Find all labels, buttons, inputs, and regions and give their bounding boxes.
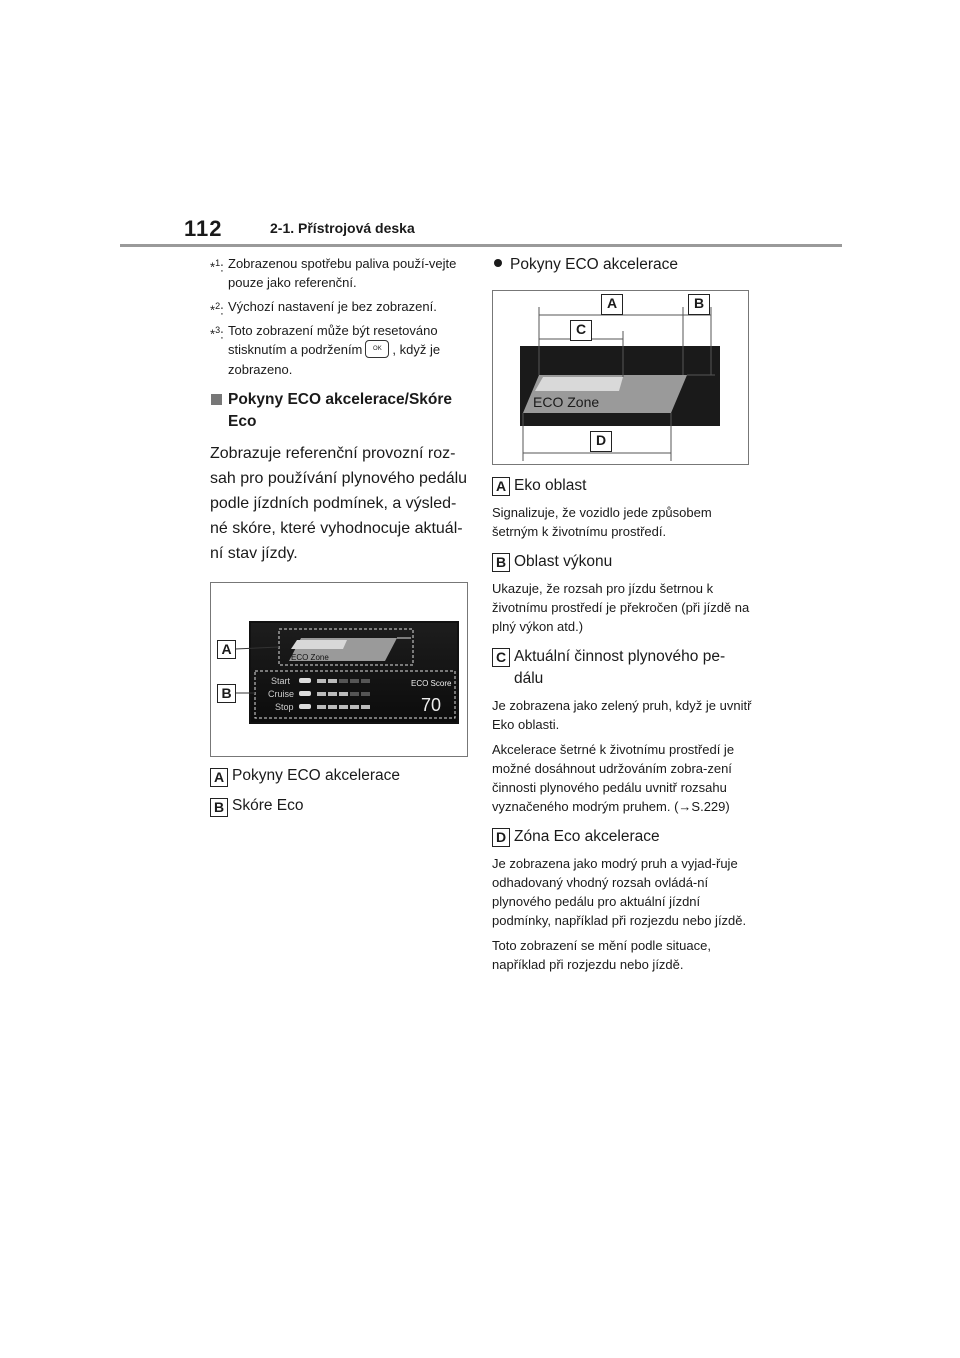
eco-display-illustration xyxy=(211,583,467,756)
footnote-text: Zobrazenou spotřebu paliva použí-vejte pouze jako referenční. xyxy=(228,256,457,290)
footnote-2: *$^2$: Výchozí nastavení je bez zobrazení. xyxy=(210,299,437,318)
bullet-dot-icon xyxy=(494,259,502,267)
footnote-1: *$^1$: Zobrazenou spotřebu paliva použí-vejte pouze jako referenční. xyxy=(210,256,457,290)
callout-b: B xyxy=(217,684,236,703)
footnote-text: , když je zobrazeno. xyxy=(228,342,441,377)
callout-d: D xyxy=(590,431,612,452)
left-column xyxy=(210,254,470,817)
eco-zone-label: ECO Zone xyxy=(291,652,329,662)
callout-a: A xyxy=(217,640,236,659)
car-icon xyxy=(299,691,311,696)
eco-zone-label: ECO Zone xyxy=(533,394,600,410)
letter-box-b: B xyxy=(210,798,228,817)
item-a-desc: Signalizuje, že vozidlo jede způsobem šetrným k životnímu prostředí. xyxy=(492,505,712,539)
footnote-3: *$^3$: Toto zobrazení může být resetováno stisknutím a podržením OK , když je zobrazeno. xyxy=(210,323,441,377)
item-c-title: C Aktuální činnost plynového pe-dálu xyxy=(492,646,754,690)
car-icons xyxy=(299,678,311,709)
item-d-desc-1: Je zobrazena jako modrý pruh a vyjad-řuje odhadovaný vhodný rozsah ovládá-ní plynového pedálu pro aktuální jízdní podmínky, například při rozjezdu nebo jízdě. xyxy=(492,856,747,928)
bullet-heading: Pokyny ECO akcelerace xyxy=(492,254,754,276)
letter-box-c: C xyxy=(492,648,510,667)
square-bullet-icon xyxy=(211,394,222,405)
subsection-heading: Pokyny ECO akcelerace/Skóre Eco xyxy=(210,389,470,433)
row-label-stop: Stop xyxy=(275,701,294,712)
eco-pedal-bar xyxy=(535,377,623,391)
legend-item-b: B Skóre Eco xyxy=(210,795,470,817)
eco-score-value: 70 xyxy=(421,694,442,715)
eco-zone-diagram xyxy=(492,290,749,465)
letter-box-a: A xyxy=(210,768,228,787)
footnote-text: Toto zobrazení může být resetováno stisknutím a podržením xyxy=(228,323,438,357)
footnote-text: Výchozí nastavení je bez zobrazení. xyxy=(228,299,437,314)
eco-display-figure xyxy=(210,582,468,757)
callout-c: C xyxy=(570,320,592,341)
letter-box-a: A xyxy=(492,477,510,496)
item-b-desc: Ukazuje, že rozsah pro jízdu šetrnou k životnímu prostředí je překročen (při jízdě na plný výkon atd.) xyxy=(492,581,750,634)
right-column xyxy=(492,254,754,974)
eco-pedal-bar xyxy=(291,640,347,649)
header-rule xyxy=(120,244,842,247)
item-c-desc-1: Je zobrazena jako zelený pruh, když je uvnitř Eko oblasti. xyxy=(492,698,752,732)
row-label-cruise: Cruise xyxy=(268,688,295,699)
row-label-start: Start xyxy=(271,675,291,686)
item-b-title: B Oblast výkonu xyxy=(492,551,754,573)
callout-b: B xyxy=(688,294,710,315)
letter-box-d: D xyxy=(492,828,510,847)
legend-item-a: A Pokyny ECO akcelerace xyxy=(210,765,470,787)
ok-button-icon: OK xyxy=(365,340,389,358)
item-d-title: D Zóna Eco akcelerace xyxy=(492,826,754,848)
eco-score-label: ECO Score xyxy=(411,678,452,688)
page-number: 112 xyxy=(184,216,223,241)
item-c-desc-2: Akcelerace šetrné k životnímu prostředí je možné dosáhnout udržováním zobra-zení činnosti plynového pedálu uvnitř rozsahu vyznačeného modrým pruhem. (→S.229) xyxy=(492,742,735,814)
item-d-desc-2: Toto zobrazení se mění podle situace, například při rozjezdu nebo jízdě. xyxy=(492,938,711,972)
callout-a: A xyxy=(601,294,623,315)
body-paragraph: Zobrazuje referenční provozní roz-sah pro používání plynového pedálu podle jízdních podmínek, a výsled-né skóre, které vyhodnocuje aktuál-ní stav jízdy. xyxy=(210,444,468,562)
item-a-title: A Eko oblast xyxy=(492,475,754,497)
letter-box-b: B xyxy=(492,553,510,572)
section-title: 2-1. Přístrojová deska xyxy=(270,220,415,236)
eco-zone-illustration xyxy=(493,291,748,464)
car-icon xyxy=(299,704,311,709)
car-icon xyxy=(299,678,311,683)
